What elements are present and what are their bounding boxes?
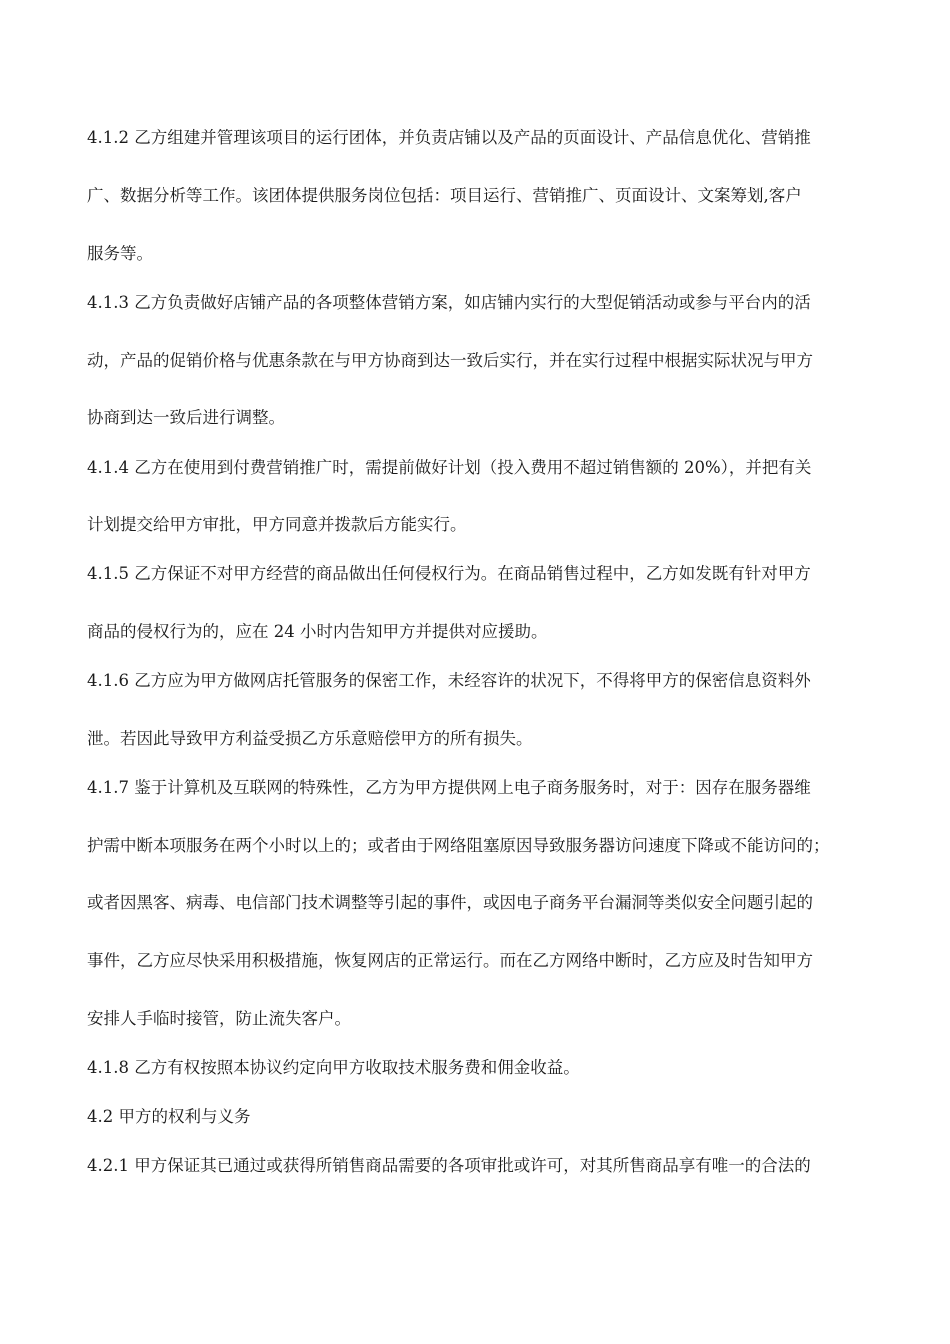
text-line: 商品的侵权行为的，应在 24 小时内告知甲方并提供对应援助。 xyxy=(87,622,548,641)
text-line: 事件，乙方应尽快采用积极措施，恢复网店的正常运行。而在乙方网络中断时，乙方应及时告知甲方 xyxy=(87,951,813,970)
text-line: 4.2.1 甲方保证其已通过或获得所销售商品需要的各项审批或许可，对其所售商品享有唯一的合法的 xyxy=(87,1156,811,1175)
text-line: 或者因黑客、病毒、电信部门技术调整等引起的事件，或因电子商务平台漏洞等类似安全问题引起的 xyxy=(87,893,813,912)
text-line: 4.1.8 乙方有权按照本协议约定向甲方收取技术服务费和佣金收益。 xyxy=(87,1058,580,1077)
text-line: 4.1.7 鉴于计算机及互联网的特殊性，乙方为甲方提供网上电子商务服务时，对于：因存在服务器维 xyxy=(87,778,811,797)
text-line: 泄。若因此导致甲方利益受损乙方乐意赔偿甲方的所有损失。 xyxy=(87,729,533,748)
text-line: 4.1.2 乙方组建并管理该项目的运行团体，并负责店铺以及产品的页面设计、产品信息优化、营销推 xyxy=(87,128,811,147)
text-line: 安排人手临时接管，防止流失客户。 xyxy=(87,1009,351,1028)
text-line: 护需中断本项服务在两个小时以上的；或者由于网络阻塞原因导致服务器访问速度下降或不能访问的； xyxy=(87,836,830,855)
text-line: 计划提交给甲方审批，甲方同意并拨款后方能实行。 xyxy=(87,515,467,534)
text-line: 4.1.3 乙方负责做好店铺产品的各项整体营销方案，如店铺内实行的大型促销活动或参与平台内的活 xyxy=(87,293,811,312)
section-heading: 4.2 甲方的权利与义务 xyxy=(87,1107,251,1126)
text-line: 广、数据分析等工作。该团体提供服务岗位包括：项目运行、营销推广、页面设计、文案筹划,客户 xyxy=(87,186,802,205)
text-line: 4.1.6 乙方应为甲方做网店托管服务的保密工作，未经容许的状况下，不得将甲方的保密信息资料外 xyxy=(87,671,811,690)
text-line: 4.1.5 乙方保证不对甲方经营的商品做出任何侵权行为。在商品销售过程中，乙方如发既有针对甲方 xyxy=(87,564,811,583)
text-line: 4.1.4 乙方在使用到付费营销推广时，需提前做好计划（投入费用不超过销售额的 20%），并把有关 xyxy=(87,458,812,477)
text-line: 协商到达一致后进行调整。 xyxy=(87,408,285,427)
text-line: 动，产品的促销价格与优惠条款在与甲方协商到达一致后实行，并在实行过程中根据实际状况与甲方 xyxy=(87,351,813,370)
text-line: 服务等。 xyxy=(87,244,153,263)
